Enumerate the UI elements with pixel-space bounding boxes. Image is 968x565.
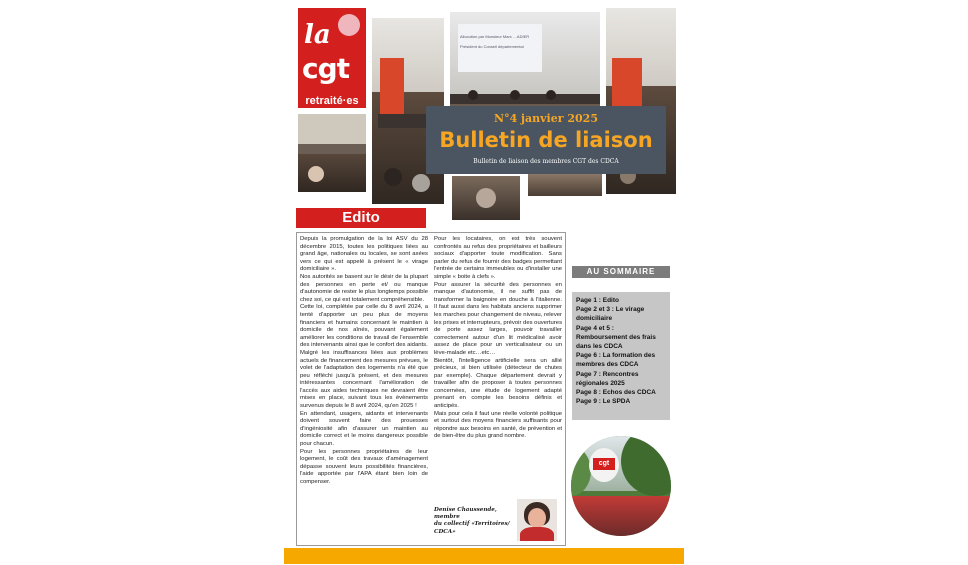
logo-retraites-text: retraité·es [298,94,366,108]
sommaire-item: Page 7 : Rencontres régionales 2025 [576,370,639,387]
screen-caption-line1: Allocution par Monsieur Marc …ADIER [460,34,530,39]
meeting-photo-6 [528,174,602,196]
author-signature [434,507,516,536]
logo-cgt-text: cgt [302,52,350,85]
footer-strip [284,548,684,564]
sommaire-item: Page 4 et 5 : Remboursement des frais dans les CDCA [576,324,656,351]
article-column-1 [300,236,428,487]
page-subtitle: Bulletin de liaison des membres CGT des CDCA [473,158,619,165]
edito-heading: Edito [296,208,426,228]
demonstration-photo [571,436,671,536]
balloon-label: cgt [593,458,615,470]
sommaire-item: Page 2 et 3 : Le virage domiciliaire [576,306,645,323]
page-title: Bulletin de liaison [439,128,653,152]
paragraph: Pour les locataires, on est très souvent confrontés au refus des propriétaires et bailleurs sociaux d'apporter toute modification. Sans parler du refus de fournir des badges permettant l'entrée de certains immeubles ou d'installer une simple « boite à clefs ». [434,236,562,280]
paragraph: Depuis la promulgation de la loi ASV du 28 décembre 2015, toutes les politiques liées au grand âge, nationales ou locales, se sont axées vers ce qui est appelé à présent le « virage domiciliaire ». [300,236,428,273]
bird-emblem-icon [338,14,360,36]
signature-line: CDCA» [434,528,456,535]
sommaire-item: Page 6 : La formation des membres des CDCA [576,352,656,369]
article-column-2 [434,236,562,441]
paragraph: Cette loi, complétée par celle du 8 avril 2024, a tenté d'apporter un peu plus de moyens financiers et humains concernant le maintien à domicile de nos aînés, pouvant également améliorer les conditions de travail de l'ensemble des intervenants ainsi que le confort des aidants. [300,304,428,349]
meeting-photo-1 [298,114,366,192]
signature-line: du collectif «Territoires/ [434,521,510,528]
paragraph: Malgré les insuffisances liées aux problèmes actuels de financement des mesures prévues, le volet de l'adaptation des logements n'a été que peu réfléchi jusqu'à présent, et des mesures intéressantes concernant l'amélioration de l'accès aux aides techniques ne devraient être mises en place, suivant tous les évènements survenus depuis le 8 avril 2024, qu'en 2025 ! [300,349,428,410]
paragraph: Pour les personnes propriétaires de leur logement, le coût des travaux d'aménagement dépasse souvent leurs possibilités financières, l'aide apportée par l'APA étant bien loin de compenser. [300,448,428,485]
logo-la-text: la [304,20,331,50]
cgt-balloon [589,448,619,482]
paragraph: Pour assurer la sécurité des personnes en manque d'autonomie, il ne suffit pas de transformer la baignoire en douche à l'italienne. Il faut aussi dans les habitats anciens supprimer les marches pour changement de niveau, relever les prises et interrupteurs, prévoir des ouvertures de porte assez larges, pouvoir travailler correctement autour d'un lit médicalisé avoir assez de place pour un verticalisateur ou un lève-malade etc…etc… [434,281,563,356]
screen-caption-line2: Président du Conseil départemental [460,44,524,49]
sommaire-item: Page 9 : Le SPDA [576,398,631,406]
sommaire-item: Page 8 : Echos des CDCA [576,389,656,397]
author-portrait [517,499,557,541]
paragraph: Bientôt, l'intelligence artificielle sera un allié précieux, si bien utilisée (détecteur de chutes par exemple). Chaque département devrait y travailler afin de proposer à toutes personnes concernées, une étude de logement adapté prenant en compte les besoins définis et anticipés. [434,357,562,410]
paragraph: Nos autorités se basent sur le désir de la plupart des personnes en perte et/ ou manque d'autonomie de rester le plus longtemps possible chez soi, ce qui est totalement compréhensible. [300,273,428,303]
sommaire-item: Page 1 : Edito [576,297,619,304]
meeting-photo-3 [450,12,600,116]
sommaire-heading: AU SOMMAIRE [572,266,670,278]
bulletin-title-box [426,106,666,174]
meeting-photo-5 [452,176,520,220]
cgt-retraites-logo [298,8,366,108]
signature-line: Denise Chaussende, membre [434,507,497,521]
paragraph: Mais pour cela il faut une réelle volonté politique et surtout des moyens financiers suffisants pour répondre aux besoins en santé, de prévention et de bien-être du plus grand nombre. [434,410,562,440]
sommaire-list [572,292,670,420]
paragraph: En attendant, usagers, aidants et intervenants doivent souvent faire des prouesses d'ingéniosité afin d'assurer un maintien au domicile correct et le moins dangereux possible pour chacun. [300,410,428,448]
edito-article [296,232,566,546]
issue-label: N°4 janvier 2025 [494,112,598,125]
